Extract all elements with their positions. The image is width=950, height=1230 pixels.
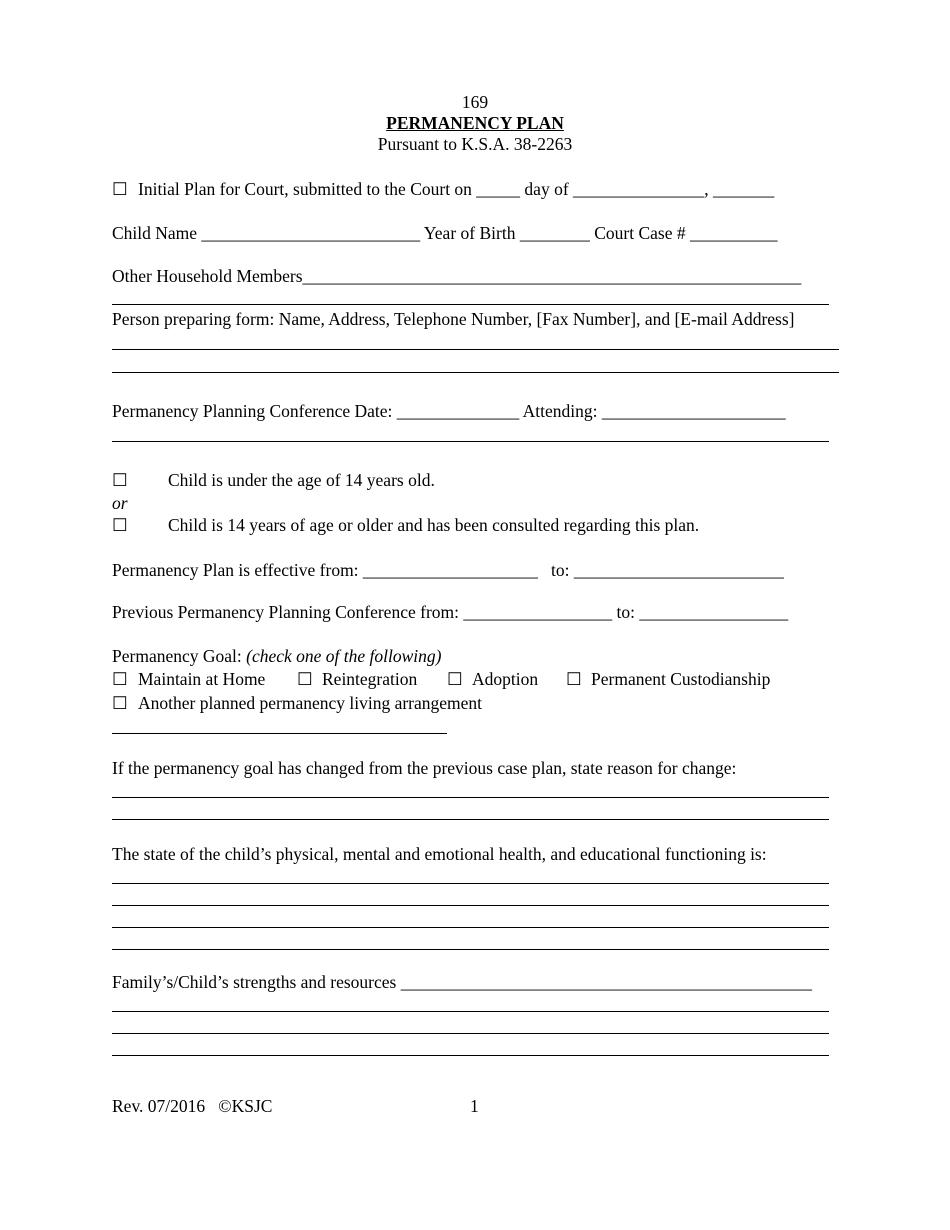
conference-blank-line[interactable] xyxy=(112,441,829,442)
goal-adoption-label: Adoption xyxy=(472,669,539,689)
goal-custodianship-checkbox[interactable]: ☐ xyxy=(566,669,582,689)
strengths-blank-line-3[interactable] xyxy=(112,1055,829,1056)
footer-page-number: 1 xyxy=(470,1096,479,1116)
preparer-blank-line-1[interactable] xyxy=(112,349,839,350)
health-label: The state of the child’s physical, mental and emotional health, and educational functioning is: xyxy=(112,844,767,864)
strengths-line: Family’s/Child’s strengths and resources _______________________________________________ xyxy=(112,972,812,992)
goal-change-label: If the permanency goal has changed from the previous case plan, state reason for change: xyxy=(112,758,737,778)
effective-dates-line: Permanency Plan is effective from: ____________________ to: ________________________ xyxy=(112,560,784,580)
goal-another-blank-line[interactable] xyxy=(112,733,447,734)
preparer-label: Person preparing form: Name, Address, Telephone Number, [Fax Number], and [E-mail Address] xyxy=(112,309,795,329)
under-14-label: Child is under the age of 14 years old. xyxy=(168,470,435,490)
goal-hint: (check one of the following) xyxy=(246,646,442,666)
preparer-blank-line-2[interactable] xyxy=(112,372,839,373)
initial-plan-text: Initial Plan for Court, submitted to the Court on _____ day of _______________, _______ xyxy=(138,179,775,199)
health-blank-line-3[interactable] xyxy=(112,927,829,928)
health-blank-line-4[interactable] xyxy=(112,949,829,950)
initial-plan-checkbox[interactable]: ☐ xyxy=(112,179,128,199)
previous-conference-line: Previous Permanency Planning Conference from: _________________ to: _________________ xyxy=(112,602,789,622)
goal-label xyxy=(112,648,441,666)
health-blank-line-1[interactable] xyxy=(112,883,829,884)
goal-change-blank-line-1[interactable] xyxy=(112,797,829,798)
goal-reintegration-label: Reintegration xyxy=(322,669,418,689)
goal-maintain-label: Maintain at Home xyxy=(138,669,266,689)
strengths-blank-line-1[interactable] xyxy=(112,1011,829,1012)
form-title: PERMANENCY PLAN xyxy=(386,113,564,133)
goal-adoption-checkbox[interactable]: ☐ xyxy=(447,669,463,689)
form-number: 169 xyxy=(461,92,489,112)
child-info-line: Child Name _________________________ Year of Birth ________ Court Case # __________ xyxy=(112,223,778,243)
goal-reintegration-checkbox[interactable]: ☐ xyxy=(297,669,313,689)
goal-change-blank-line-2[interactable] xyxy=(112,819,829,820)
or-label: or xyxy=(112,493,128,513)
goal-another-label: Another planned permanency living arrangement xyxy=(138,693,483,713)
under-14-checkbox[interactable]: ☐ xyxy=(112,470,128,490)
household-members-line: Other Household Members_________________________________________________________ xyxy=(112,266,802,286)
goal-label-text: Permanency Goal: xyxy=(112,646,247,666)
over-14-label: Child is 14 years of age or older and has been consulted regarding this plan. xyxy=(168,515,700,535)
goal-maintain-checkbox[interactable]: ☐ xyxy=(112,669,128,689)
household-blank-line[interactable] xyxy=(112,304,829,305)
strengths-blank-line-2[interactable] xyxy=(112,1033,829,1034)
form-subtitle: Pursuant to K.S.A. 38-2263 xyxy=(377,134,573,154)
health-blank-line-2[interactable] xyxy=(112,905,829,906)
goal-another-checkbox[interactable]: ☐ xyxy=(112,693,128,713)
goal-custodianship-label: Permanent Custodianship xyxy=(591,669,771,689)
conference-line: Permanency Planning Conference Date: ______________ Attending: _____________________ xyxy=(112,401,786,421)
over-14-checkbox[interactable]: ☐ xyxy=(112,515,128,535)
footer-revision: Rev. 07/2016 ©KSJC xyxy=(112,1096,273,1116)
